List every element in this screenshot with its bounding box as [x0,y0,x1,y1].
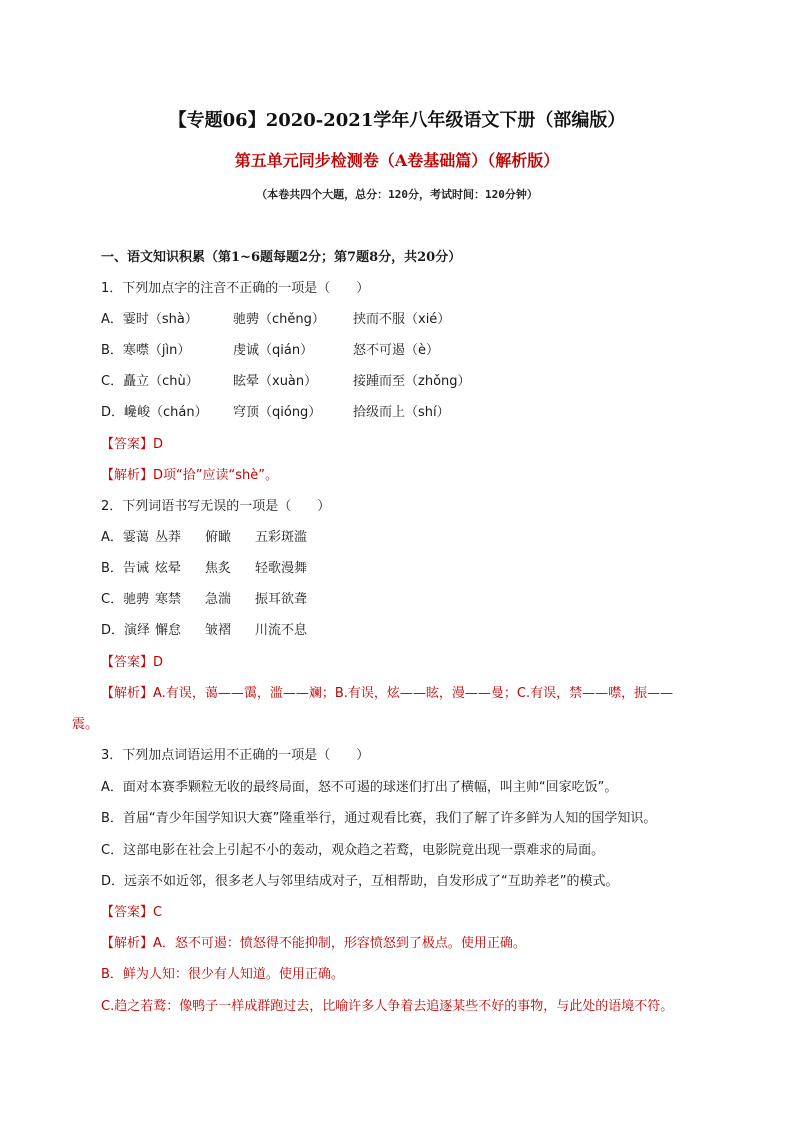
q2-d-3: 皱褶 [205,623,232,638]
q2-b-4: 轻歌漫舞 [255,561,308,576]
q2-analysis [101,686,673,702]
q2-c-1: C．驰骋 [101,592,150,607]
q3-option-a: A．面对本赛季颗粒无收的最终局面，怒不可遏的球迷们打出了横幅，叫主帅“回家吃饭”。 [101,780,618,795]
q2-a-1: A．霎蔼 [101,530,149,545]
q3-stem: 3．下列加点词语运用不正确的一项是（ ） [101,748,370,763]
q1-a-2: 驰骋（chěng） [233,312,325,327]
q1-option-d [101,405,450,421]
q3-answer [101,905,162,921]
q1-option-c [101,374,471,390]
q1-b-2: 虔诚（qián） [233,343,314,358]
q1-a-1: A．霎时（shà） [101,312,198,327]
exam-note: （本卷共四个大题，总分：120分，考试时间：120分钟） [256,188,538,201]
q2-c-4: 振耳欲聋 [255,592,308,607]
q2-d-4: 川流不息 [255,623,308,638]
q1-b-3: 怒不可遏（è） [353,343,439,358]
q2-stem: 2．下列词语书写无误的一项是（ ） [101,499,331,514]
q3-analysis-c: C.趋之若鹜：像鸭子一样成群跑过去，比喻许多人争着去追逐某些不好的事物，与此处的语境不符。 [101,999,674,1014]
q2-answer [101,655,163,671]
analysis-text: A．怒不可遏：愤怒得不能抑制，形容愤怒到了极点。使用正确。 [153,936,526,951]
q1-d-3: 拾级而上（shí） [353,405,450,420]
q1-c-3: 接踵而至（zhǒng） [353,374,471,389]
q2-a-2: 丛莽 [155,530,182,545]
q2-b-1: B．告诫 [101,561,149,576]
q2-option-d [101,623,307,639]
q3-option-b: B．首届“青少年国学知识大赛”隆重举行，通过观看比赛，我们了解了许多鲜为人知的国学知识。 [101,811,657,826]
q2-c-2: 寒禁 [155,592,182,607]
answer-value: D [153,655,164,670]
q1-d-2: 穹顶（qióng） [233,405,322,420]
q2-a-4: 五彩斑滥 [255,530,308,545]
q2-c-3: 急湍 [205,592,232,607]
q1-option-a [101,312,450,328]
q1-a-3: 挟而不服（xié） [353,312,451,327]
q2-d-2: 懈怠 [155,623,182,638]
q1-option-b [101,343,439,359]
q1-stem: 1．下列加点字的注音不正确的一项是（ ） [101,281,370,296]
answer-label: 【答案】 [101,655,154,670]
q2-option-c [101,592,307,608]
q1-analysis [101,468,278,484]
section-heading: 一、语文知识积累（第1~6题每题2分；第7题8分，共20分） [101,250,462,265]
q2-d-1: D．演绎 [101,623,151,638]
q2-b-2: 炫晕 [155,561,182,576]
q2-a-3: 俯瞰 [205,530,232,545]
q3-analysis [101,936,526,952]
analysis-label: 【解析】 [101,468,154,483]
q2-analysis-cont: 震。 [72,717,99,732]
page-subtitle: 第五单元同步检测卷（A卷基础篇）（解析版） [234,151,560,170]
q1-c-2: 眩晕（xuàn） [233,374,318,389]
analysis-text: D项“拾”应读“shè”。 [153,468,278,483]
analysis-text: A.有误，蔼——霭，滥——斓；B.有误，炫——眩，漫——曼；C.有误，禁——噤，振—— [153,686,674,701]
q1-d-1: D．巉峻（chán） [101,405,208,420]
q2-option-a [101,530,307,546]
answer-value: D [153,437,164,452]
q2-option-b [101,561,307,577]
page-title: 【专题06】2020-2021学年八年级语文下册（部编版） [168,110,626,131]
q3-analysis-b: B．鲜为人知：很少有人知道。使用正确。 [101,967,344,982]
q2-b-3: 焦炙 [205,561,232,576]
answer-label: 【答案】 [101,437,154,452]
q1-answer [101,437,163,453]
analysis-label: 【解析】 [101,936,154,951]
q1-b-1: B．寒噤（jìn） [101,343,191,358]
q3-option-c: C．这部电影在社会上引起不小的轰动，观众趋之若鹜，电影院竟出现一票难求的局面。 [101,843,605,858]
q3-option-d: D．远亲不如近邻，很多老人与邻里结成对子，互相帮助，自发形成了“互助养老”的模式。 [101,874,619,889]
answer-label: 【答案】 [101,905,154,920]
q1-c-1: C．矗立（chù） [101,374,199,389]
answer-value: C [153,905,163,920]
analysis-label: 【解析】 [101,686,154,701]
